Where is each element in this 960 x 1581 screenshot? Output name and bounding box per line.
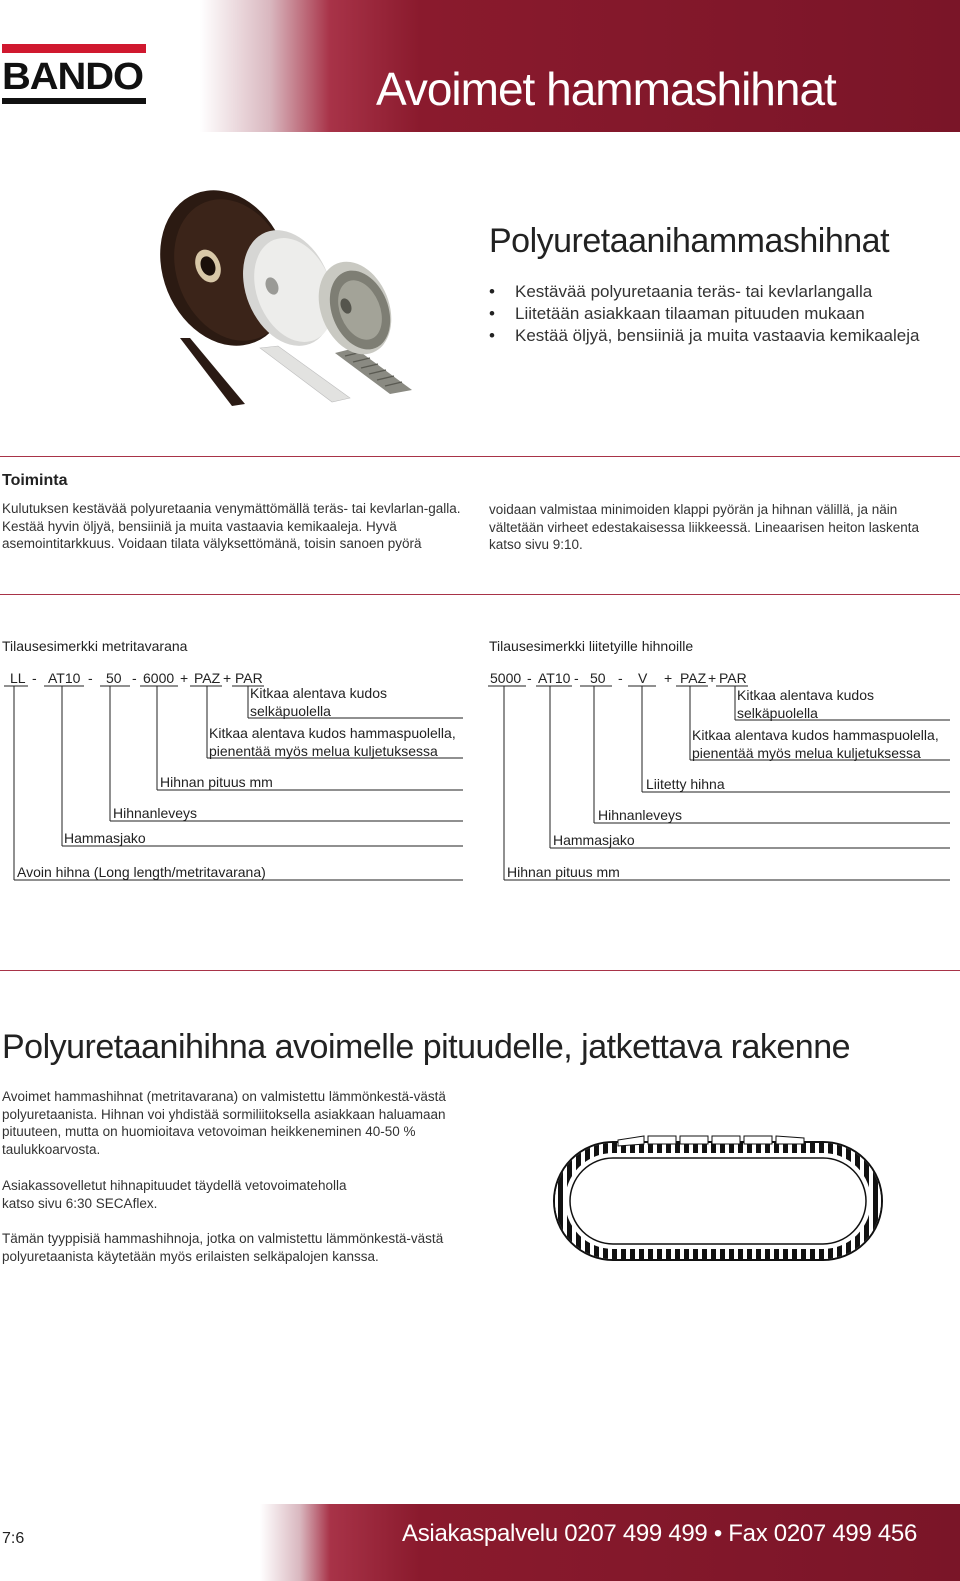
code-part: 50	[106, 670, 122, 686]
code-part: PAZ	[680, 670, 707, 686]
code-part: PAR	[235, 670, 263, 686]
code-separator: -	[527, 670, 532, 686]
code-separator: +	[180, 670, 189, 686]
label-paz-line1: Kitkaa alentava kudos hammaspuolella,	[692, 727, 939, 743]
code-part: AT10	[538, 670, 571, 686]
code-part: AT10	[48, 670, 81, 686]
code-separator: -	[574, 670, 579, 686]
logo-wordmark: BANDO	[2, 56, 144, 98]
feature-item: • Kestää öljyä, bensiiniä ja muita vastaavia kemikaaleja	[489, 325, 919, 347]
code-separator: +	[708, 670, 717, 686]
label-paz-line2: pienentää myös melua kuljetuksessa	[692, 745, 921, 761]
code-part: 5000	[490, 670, 522, 686]
paragraph: Asiakassovelletut hihnapituudet täydellä vetovoimateholla katso sivu 6:30 SECAflex.	[2, 1178, 347, 1211]
belt-inner-edge	[570, 1158, 866, 1244]
order-example-title-left: Tilausesimerkki metritavarana	[2, 638, 188, 654]
label-length: Hihnan pituus mm	[160, 774, 273, 790]
function-text-left: Kulutuksen kestävää polyuretaania venymättömällä teräs- tai kevlarlan-galla. Kestää hyvin öljyä, bensiiniä ja muita vastaavia kemikaaleja. Hyvä asemointitarkkuus. Voidaan tilata välyksettömänä, toisin sanoen pyörä	[2, 501, 461, 551]
label-par-line2: selkäpuolella	[737, 705, 818, 721]
section-divider	[0, 456, 960, 457]
order-example-title-right: Tilausesimerkki liitetyille hihnoille	[489, 638, 694, 654]
label-width: Hihnanleveys	[113, 805, 198, 821]
feature-list	[489, 281, 919, 347]
label-par-line2: selkäpuolella	[250, 703, 331, 719]
code-part: PAR	[719, 670, 747, 686]
bando-logo	[2, 44, 146, 106]
paragraph: Avoimet hammashihnat (metritavarana) on valmistettu lämmönkestä-västä polyuretaanista. Hihnan voi yhdistää sormiliitoksella asiakkaan haluamaan pituuteen, mutta on huomioitava vetovoiman heikkeneminen 40-50 % taulukkoarvosta.	[2, 1089, 446, 1157]
section-heading: Polyuretaanihihna avoimelle pituudelle, jatkettava rakenne	[2, 1028, 851, 1066]
feature-item: • Kestävää polyuretaania teräs- tai kevlarlangalla	[489, 281, 919, 303]
code-separator: +	[664, 670, 673, 686]
section-title: Toiminta	[2, 472, 68, 489]
code-separator: -	[88, 670, 93, 686]
code-separator: +	[223, 670, 232, 686]
feature-item: • Liitetään asiakkaan tilaaman pituuden mukaan	[489, 303, 919, 325]
belt-rolls-photo	[150, 178, 450, 408]
code-separator: -	[618, 670, 623, 686]
label-length: Hihnan pituus mm	[507, 864, 620, 880]
function-text-right: voidaan valmistaa minimoiden klappi pyörän ja hihnan välillä, ja näin vältetään virheet edestakaisessa liikkeessä. Lineaarisen heiton laskenta katso sivu 9:10.	[489, 502, 920, 552]
joined-belt-drawing	[548, 1134, 888, 1266]
paragraph: Tämän tyyppisiä hammashihnoja, jotka on valmistettu lämmönkestä-västä polyuretaanista käytetään myös erilaisten selkäpalojen kanssa.	[2, 1231, 444, 1264]
black-belt-strip	[180, 338, 245, 406]
label-pitch: Hammasjako	[553, 832, 635, 848]
label-paz-line2: pienentää myös melua kuljetuksessa	[209, 743, 438, 759]
page-title: Avoimet hammashihnat	[376, 63, 836, 115]
label-par-line1: Kitkaa alentava kudos	[250, 685, 387, 701]
code-separator: -	[32, 670, 37, 686]
section-divider	[0, 594, 960, 595]
white-belt-strip	[260, 346, 350, 402]
page-number: 7:6	[2, 1530, 25, 1547]
code-part: 6000	[143, 670, 175, 686]
label-type: Avoin hihna (Long length/metritavarana)	[17, 864, 266, 880]
code-separator: -	[132, 670, 137, 686]
code-part: V	[638, 670, 648, 686]
label-width: Hihnanleveys	[598, 807, 683, 823]
logo-bottom-bar	[2, 98, 146, 104]
label-joined: Liitetty hihna	[646, 776, 725, 792]
code-part: 50	[590, 670, 606, 686]
label-pitch: Hammasjako	[64, 830, 146, 846]
logo-top-bar	[2, 44, 146, 53]
product-heading: Polyuretaanihammashihnat	[489, 222, 890, 260]
code-part: PAZ	[194, 670, 221, 686]
label-paz-line1: Kitkaa alentava kudos hammaspuolella,	[209, 725, 456, 741]
section-divider	[0, 970, 960, 971]
footer-contact: Asiakaspalvelu 0207 499 499 • Fax 0207 499 456	[402, 1520, 917, 1547]
label-par-line1: Kitkaa alentava kudos	[737, 687, 874, 703]
toothed-belt-strip	[335, 348, 412, 394]
code-part: LL	[10, 670, 26, 686]
